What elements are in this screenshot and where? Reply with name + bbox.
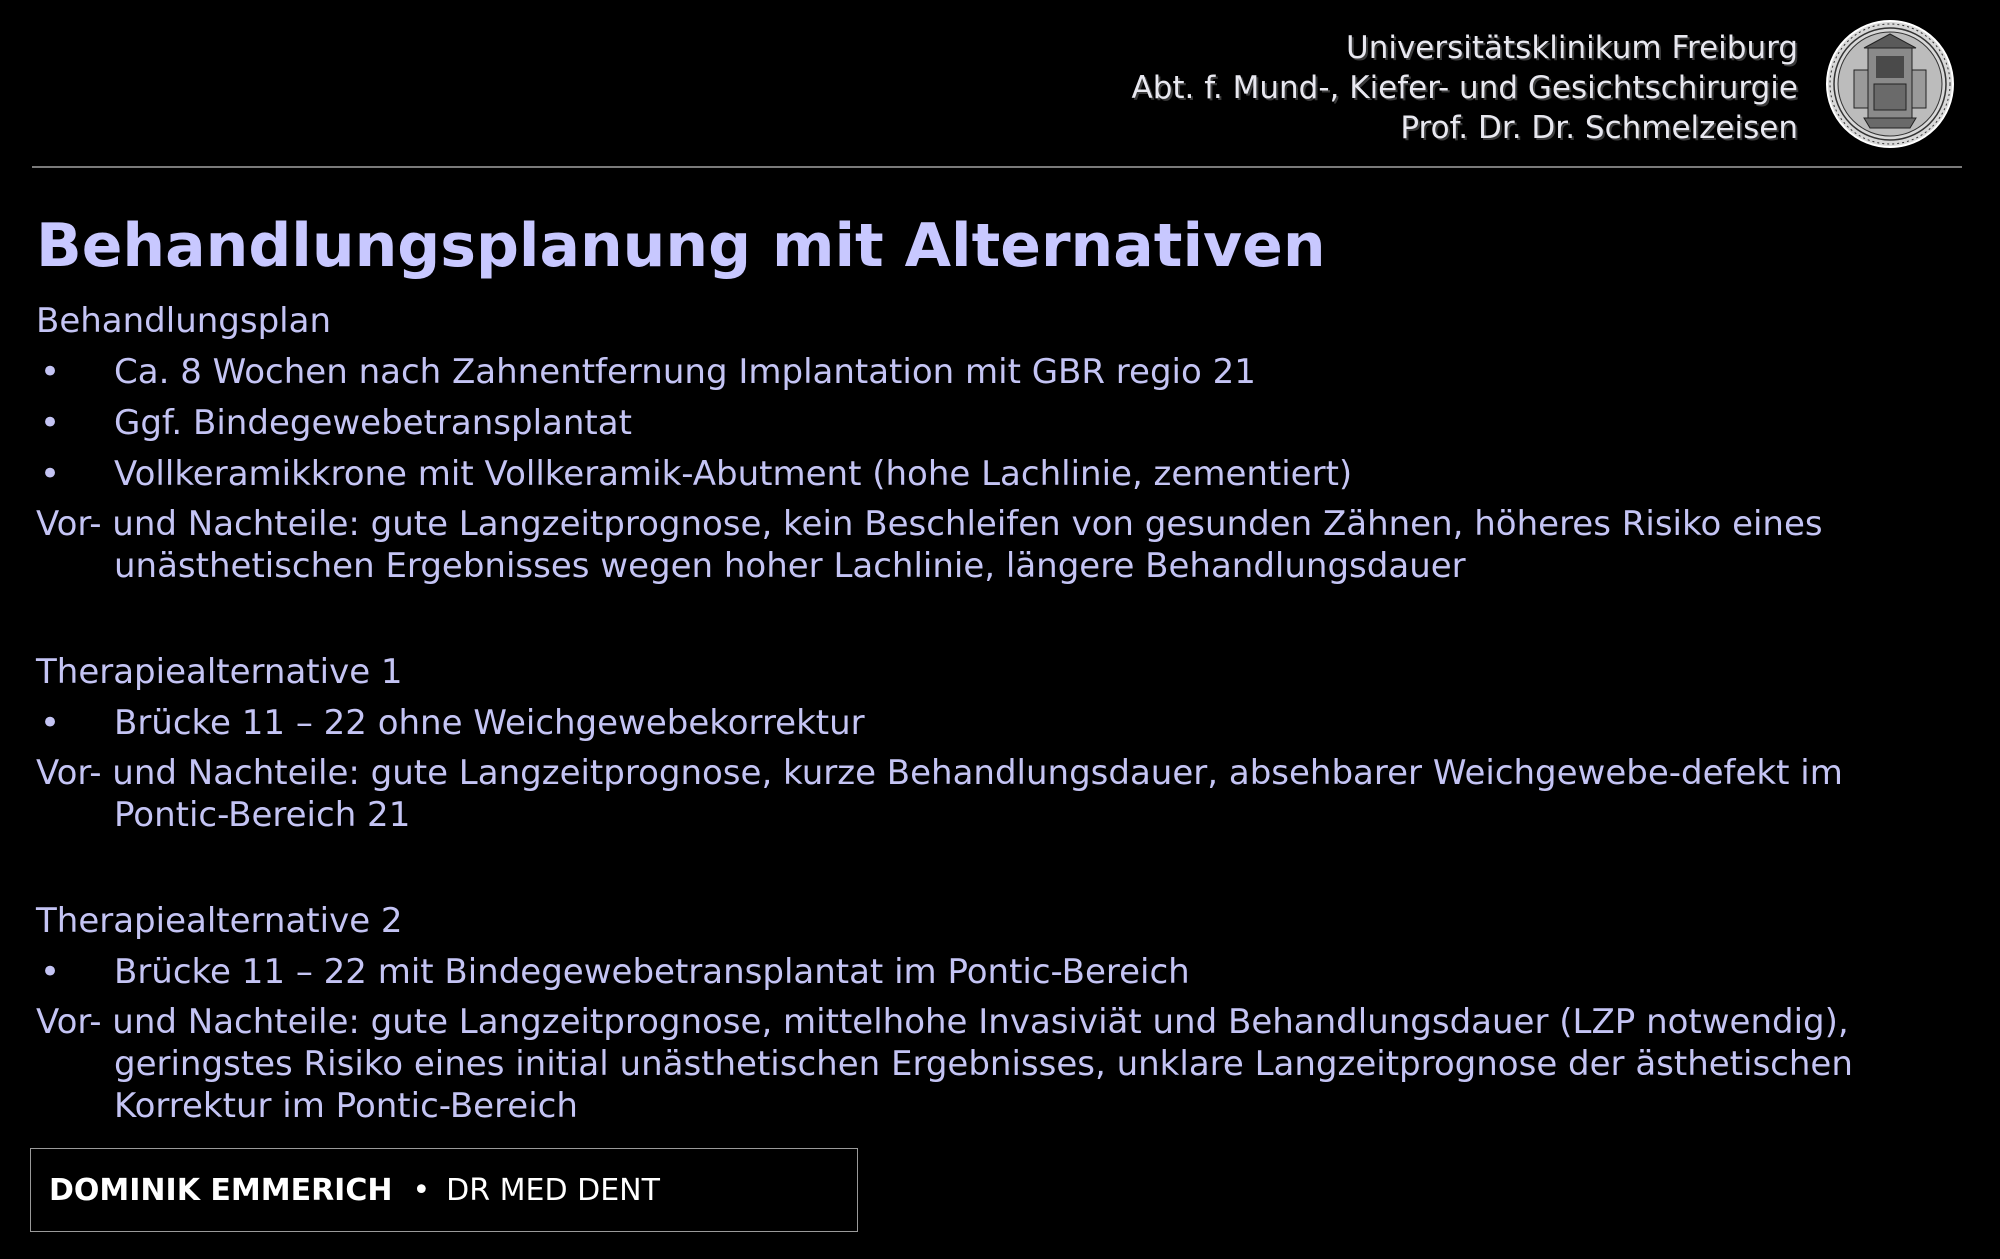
section-heading-alternative-2: Therapiealternative 2 (36, 901, 403, 941)
list-item (36, 702, 1966, 744)
header-professor: Prof. Dr. Dr. Schmelzeisen (1400, 110, 1798, 146)
bullet-marker: • (40, 403, 61, 443)
section-heading-plan: Behandlungsplan (36, 301, 332, 341)
slide-title: Behandlungsplanung mit Alternativen (36, 211, 1326, 281)
pros-cons-plan: Vor- und Nachteile: gute Langzeitprognose, kein Beschleifen von gesunden Zähnen, höheres Risiko eines unästhetischen Ergebnisses wegen hoher Lachlinie, längere Behandlungsdauer (36, 504, 1823, 586)
footer-separator: • (412, 1173, 431, 1208)
author-name: DOMINIK EMMERICH (49, 1173, 393, 1208)
list-item-text: Ca. 8 Wochen nach Zahnentfernung Implantation mit GBR regio 21 (114, 352, 1256, 392)
list-item-text: Brücke 11 – 22 ohne Weichgewebekorrektur (114, 703, 865, 743)
list-item-text: Ggf. Bindegewebetransplantat (114, 403, 632, 443)
pros-cons-alternative-1: Vor- und Nachteile: gute Langzeitprognose, kurze Behandlungsdauer, absehbarer Weichgewebe-defekt im Pontic-Bereich 21 (36, 753, 1843, 835)
list-item (36, 951, 1966, 993)
header-institution: Universitätsklinikum Freiburg (1346, 30, 1798, 66)
bullet-marker: • (40, 703, 61, 743)
list-item-text: Vollkeramikkrone mit Vollkeramik-Abutment (hohe Lachlinie, zementiert) (114, 454, 1353, 494)
header-department: Abt. f. Mund-, Kiefer- und Gesichtschirurgie (1131, 70, 1798, 106)
list-item-text: Brücke 11 – 22 mit Bindegewebetransplantat im Pontic-Bereich (114, 952, 1190, 992)
list-item (36, 351, 1966, 393)
bullet-marker: • (40, 352, 61, 392)
section-heading-alternative-1: Therapiealternative 1 (36, 652, 403, 692)
slide-content (36, 300, 1966, 1127)
list-item (36, 402, 1966, 444)
list-item (36, 453, 1966, 495)
institution-header (1132, 28, 1798, 148)
author-footer (30, 1148, 858, 1232)
bullet-marker: • (40, 454, 61, 494)
section-spacer (36, 836, 1966, 892)
section-spacer (36, 587, 1966, 643)
header-divider (32, 166, 1962, 168)
bullet-marker: • (40, 952, 61, 992)
university-seal-icon (1824, 18, 1956, 150)
pros-cons-alternative-2: Vor- und Nachteile: gute Langzeitprognose, mittelhohe Invasiviät und Behandlungsdauer (LZP notwendig), geringstes Risiko eines initial unästhetischen Ergebnisses, unklare Langzeitprognose der ästhetischen Korrektur im Pontic-Bereich (36, 1002, 1853, 1126)
author-degree: DR MED DENT (446, 1173, 660, 1208)
